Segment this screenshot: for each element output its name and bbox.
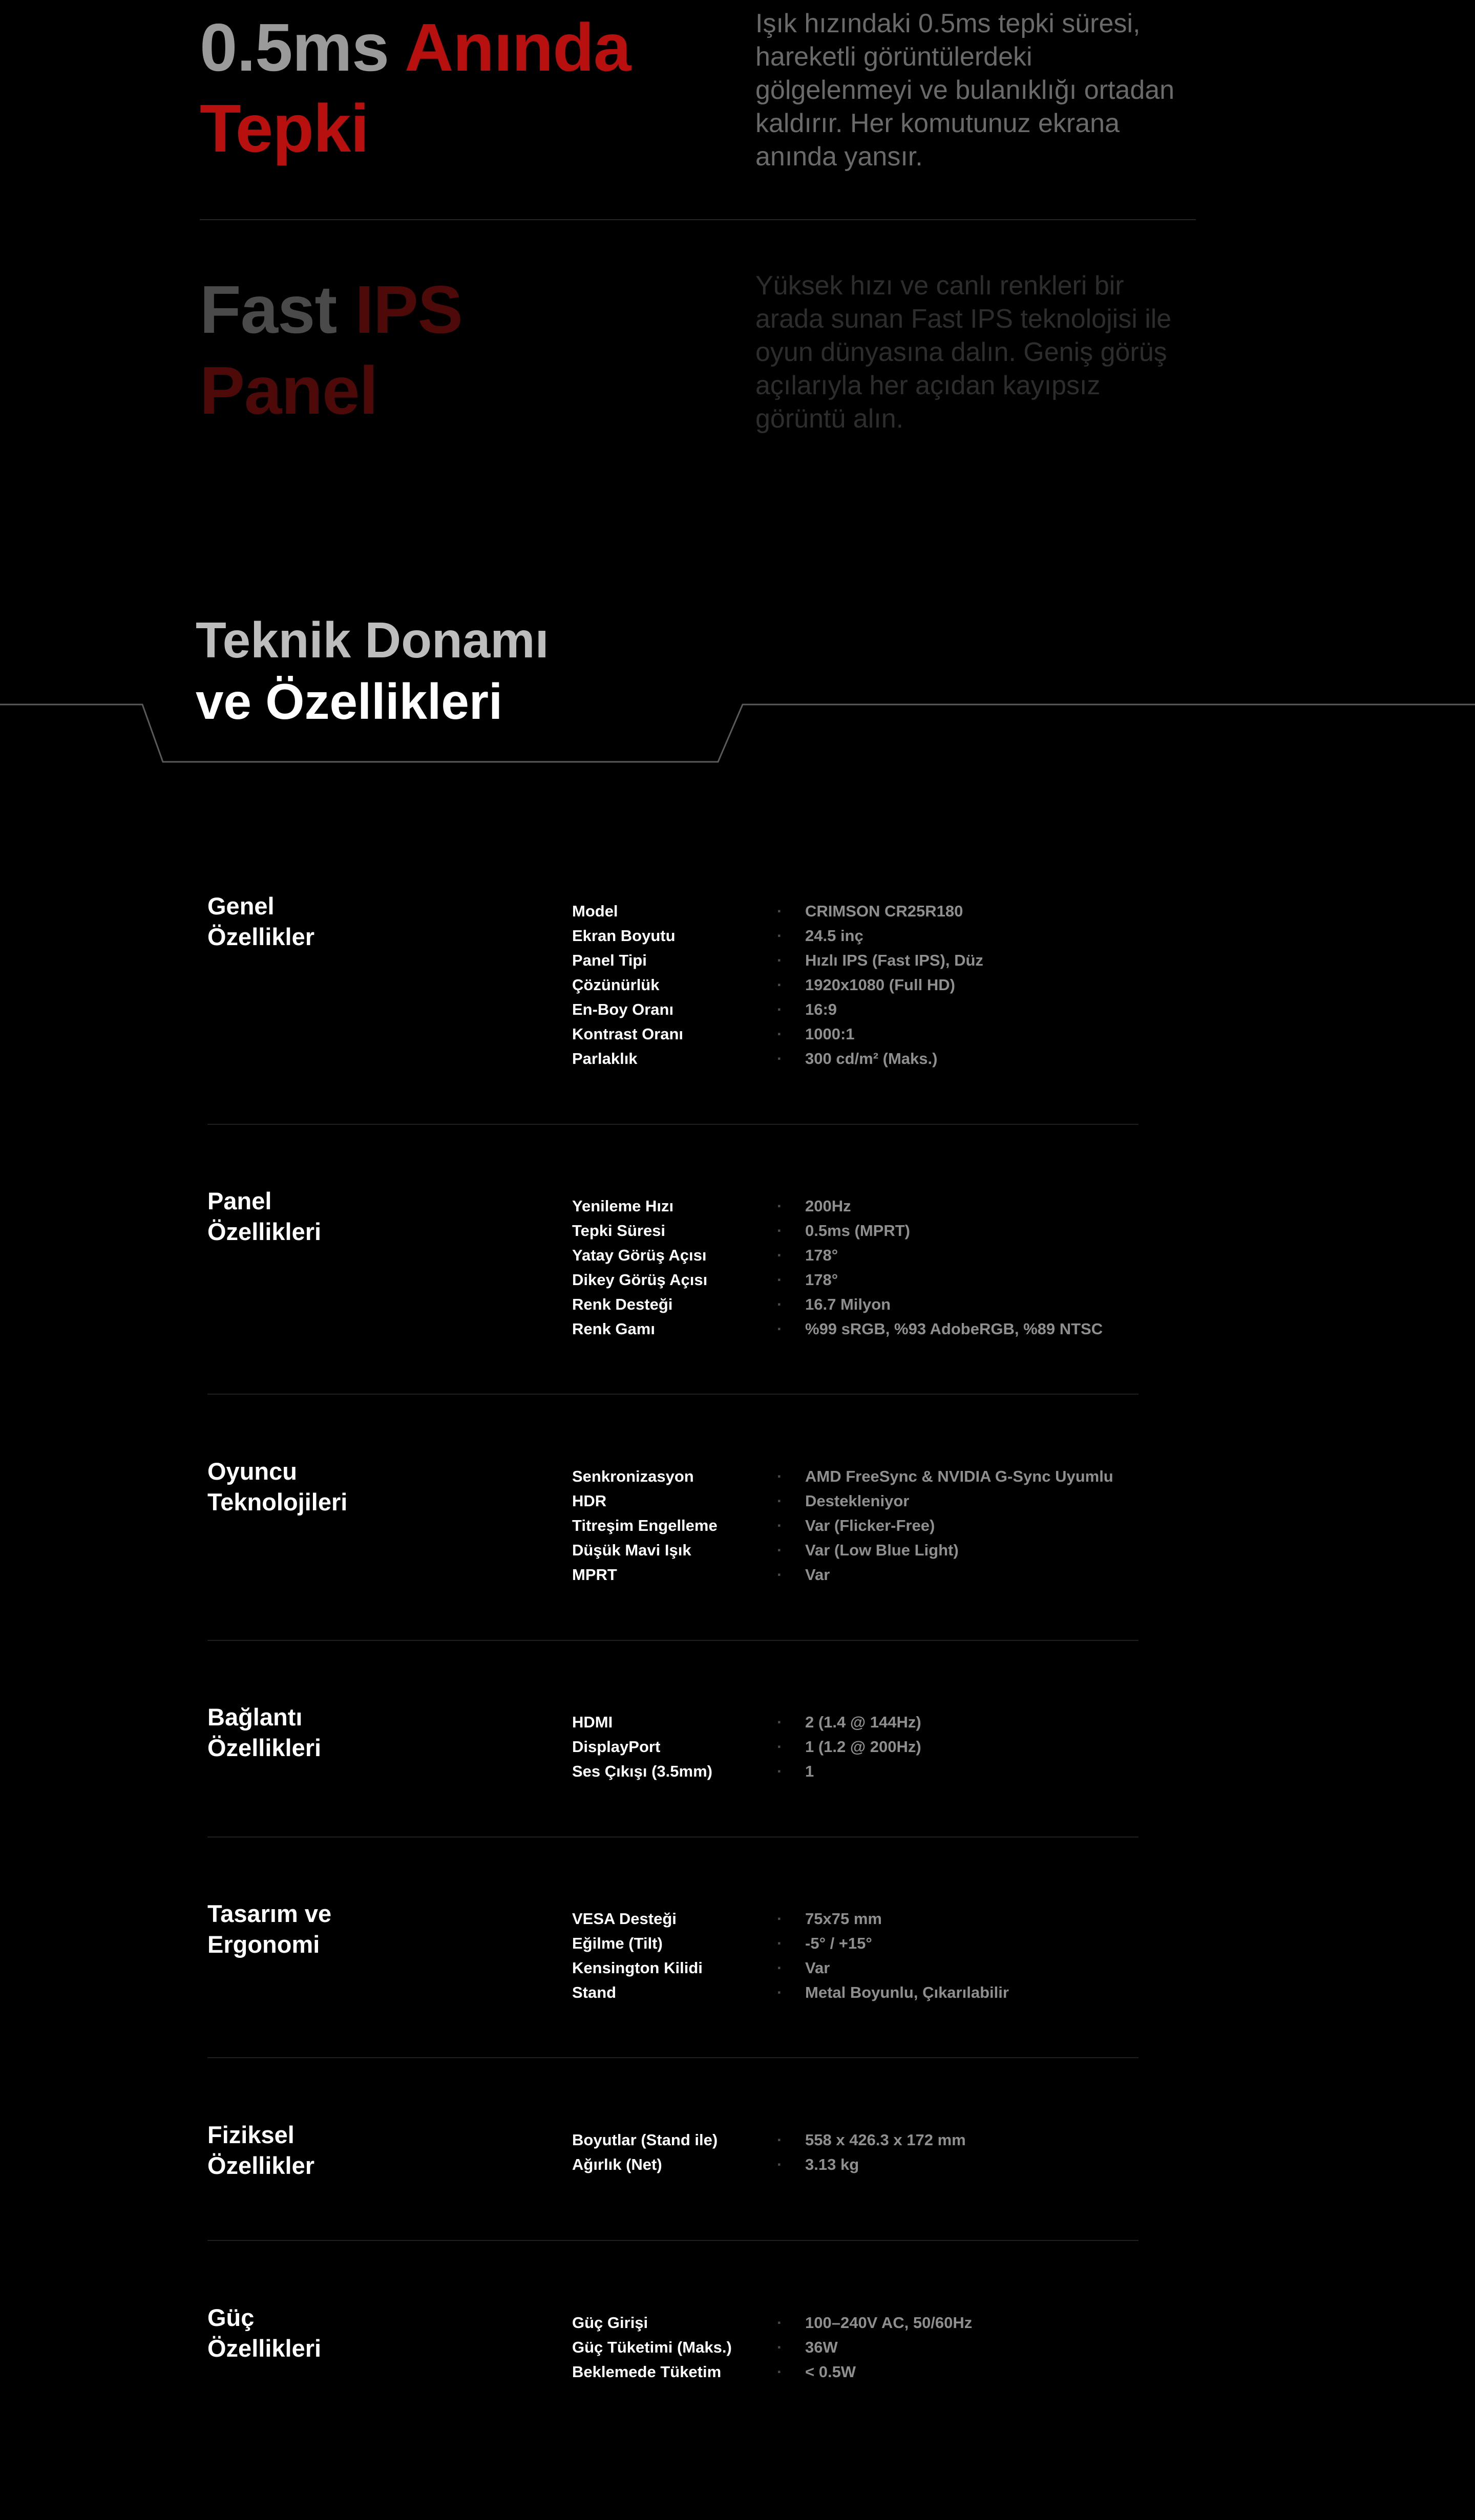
spec-divider	[207, 2240, 1139, 2241]
spec-label: Ekran Boyutu	[572, 927, 676, 945]
spec-label: Titreşim Engelleme	[572, 1517, 718, 1534]
feature-title-white: 0.5ms	[200, 10, 389, 85]
spec-divider	[207, 2057, 1139, 2058]
spec-group-title-line1: Tasarım ve	[207, 1900, 332, 1927]
spec-list	[572, 1710, 1139, 1784]
spec-row	[572, 1194, 1139, 1219]
bullet-icon: ·	[777, 976, 783, 994]
spec-value: 3.13 kg	[805, 2155, 859, 2173]
section-title-line1: Teknik Donamı	[196, 612, 549, 668]
bullet-icon: ·	[777, 1713, 783, 1731]
spec-list	[572, 899, 1139, 1071]
spec-divider	[207, 1394, 1139, 1395]
bullet-icon: ·	[777, 1025, 783, 1043]
spec-value: Var (Low Blue Light)	[805, 1541, 959, 1559]
bullet-icon: ·	[777, 1959, 783, 1977]
spec-value: 0.5ms (MPRT)	[805, 1222, 910, 1240]
bullet-icon: ·	[777, 1910, 783, 1928]
spec-value: Metal Boyunlu, Çıkarılabilir	[805, 1983, 1009, 2001]
spec-label: Güç Girişi	[572, 2314, 648, 2332]
spec-value: 24.5 inç	[805, 927, 863, 945]
spec-row	[572, 1931, 1139, 1956]
spec-list	[572, 2311, 1139, 2384]
bullet-icon: ·	[777, 1762, 783, 1780]
spec-row	[572, 1759, 1139, 1784]
spec-group-title-line1: Fiziksel	[207, 2121, 294, 2148]
spec-row	[572, 1219, 1139, 1243]
spec-row	[572, 2311, 1139, 2335]
spec-value: 558 x 426.3 x 172 mm	[805, 2131, 966, 2149]
spec-divider	[207, 1640, 1139, 1641]
bullet-icon: ·	[777, 1517, 783, 1534]
bullet-icon: ·	[777, 1000, 783, 1018]
bullet-icon: ·	[777, 1320, 783, 1338]
spec-group-title	[207, 891, 515, 952]
spec-row	[572, 2335, 1139, 2360]
feature-title	[200, 269, 712, 431]
spec-row	[572, 948, 1139, 973]
spec-value: 300 cd/m² (Maks.)	[805, 1050, 938, 1067]
spec-divider	[207, 1124, 1139, 1125]
bullet-icon: ·	[777, 1492, 783, 1510]
feature-description: Işık hızındaki 0.5ms tepki süresi, hareketli görüntülerdeki gölgelenmeyi ve bulanıklığı ortadan kaldırır. Her komutunuz ekrana anında yansır.	[755, 9, 1175, 172]
spec-row	[572, 1735, 1139, 1759]
bullet-icon: ·	[777, 902, 783, 920]
spec-row	[572, 1563, 1139, 1587]
spec-value: < 0.5W	[805, 2363, 856, 2381]
feature-title-white: Fast	[200, 272, 337, 347]
spec-value: 1000:1	[805, 1025, 855, 1043]
spec-label: Renk Desteği	[572, 1295, 673, 1313]
spec-group-title-line1: Bağlantı	[207, 1703, 303, 1731]
section-title-line2: ve Özellikleri	[196, 673, 503, 730]
spec-group-title-line2: Özellikleri	[207, 1734, 322, 1761]
bullet-icon: ·	[777, 2155, 783, 2173]
spec-value: %99 sRGB, %93 AdobeRGB, %89 NTSC	[805, 1320, 1103, 1338]
spec-value: Hızlı IPS (Fast IPS), Düz	[805, 951, 983, 969]
bullet-icon: ·	[777, 1566, 783, 1584]
spec-row	[572, 1907, 1139, 1931]
spec-row	[572, 924, 1139, 948]
spec-group-title-line1: Panel	[207, 1187, 272, 1214]
spec-label: Çözünürlük	[572, 976, 660, 994]
spec-value: -5° / +15°	[805, 1934, 872, 1952]
spec-group-title-line1: Genel	[207, 892, 275, 920]
spec-label: Ses Çıkışı (3.5mm)	[572, 1762, 712, 1780]
spec-label: HDMI	[572, 1713, 613, 1731]
spec-label: Boyutlar (Stand ile)	[572, 2131, 718, 2149]
bullet-icon: ·	[777, 1050, 783, 1067]
spec-label: En-Boy Oranı	[572, 1000, 674, 1018]
spec-group-title	[207, 1702, 515, 1763]
spec-label: Güç Tüketimi (Maks.)	[572, 2338, 732, 2356]
spec-row	[572, 1980, 1139, 2005]
spec-row	[572, 2360, 1139, 2384]
spec-group-title	[207, 1186, 515, 1247]
spec-row	[572, 1268, 1139, 1292]
spec-value: 100–240V AC, 50/60Hz	[805, 2314, 973, 2332]
spec-group-title	[207, 1456, 515, 1518]
spec-row	[572, 1022, 1139, 1047]
spec-group-title	[207, 1898, 515, 1960]
spec-value: Destekleniyor	[805, 1492, 910, 1510]
spec-group-title-line2: Özellikleri	[207, 2335, 322, 2362]
spec-row	[572, 2152, 1139, 2177]
bullet-icon: ·	[777, 2363, 783, 2381]
spec-value: 1	[805, 1762, 814, 1780]
spec-row	[572, 973, 1139, 997]
spec-value: 75x75 mm	[805, 1910, 882, 1928]
spec-list	[572, 1464, 1139, 1587]
bullet-icon: ·	[777, 1934, 783, 1952]
spec-label: MPRT	[572, 1566, 617, 1584]
bullet-icon: ·	[777, 1541, 783, 1559]
spec-row	[572, 2128, 1139, 2152]
spec-label: HDR	[572, 1492, 607, 1510]
bullet-icon: ·	[777, 1197, 783, 1215]
spec-value: Var	[805, 1959, 830, 1977]
bullet-icon: ·	[777, 2314, 783, 2332]
spec-label: Ağırlık (Net)	[572, 2155, 662, 2173]
spec-row	[572, 1243, 1139, 1268]
spec-value: 36W	[805, 2338, 838, 2356]
spec-row	[572, 1956, 1139, 1980]
spec-value: 1 (1.2 @ 200Hz)	[805, 1738, 921, 1756]
feature-title-red: Anında	[405, 10, 631, 85]
spec-value: 200Hz	[805, 1197, 851, 1215]
spec-group-title-line2: Özellikler	[207, 2152, 314, 2179]
spec-label: Düşük Mavi Işık	[572, 1541, 691, 1559]
spec-list	[572, 1907, 1139, 2005]
spec-label: Kontrast Oranı	[572, 1025, 684, 1043]
spec-group-title-line2: Özellikler	[207, 923, 314, 950]
spec-label: Model	[572, 902, 618, 920]
spec-row	[572, 1513, 1139, 1538]
spec-value: 16:9	[805, 1000, 837, 1018]
feature-title-red: IPS	[355, 272, 462, 347]
spec-list	[572, 2128, 1139, 2177]
spec-label: Dikey Görüş Açısı	[572, 1271, 708, 1289]
spec-row	[572, 997, 1139, 1022]
feature-title-red-line2: Tepki	[200, 91, 369, 166]
spec-group-title-line2: Ergonomi	[207, 1931, 320, 1958]
spec-row	[572, 1464, 1139, 1489]
spec-row	[572, 1292, 1139, 1317]
section-title	[196, 609, 549, 732]
spec-label: Yatay Görüş Açısı	[572, 1246, 707, 1264]
bullet-icon: ·	[777, 2338, 783, 2356]
spec-value: Var (Flicker-Free)	[805, 1517, 935, 1534]
spec-label: Senkronizasyon	[572, 1467, 694, 1485]
feature-divider	[200, 219, 1196, 220]
bullet-icon: ·	[777, 1738, 783, 1756]
spec-row	[572, 1489, 1139, 1513]
bullet-icon: ·	[777, 1246, 783, 1264]
spec-label: Panel Tipi	[572, 951, 647, 969]
spec-group-title-line1: Oyuncu	[207, 1458, 297, 1485]
spec-label: Stand	[572, 1983, 617, 2001]
spec-group-title-line2: Teknolojileri	[207, 1488, 348, 1515]
spec-row	[572, 1710, 1139, 1735]
spec-value: 178°	[805, 1271, 838, 1289]
spec-label: DisplayPort	[572, 1738, 661, 1756]
spec-group-title	[207, 2120, 515, 2181]
spec-value: 1920x1080 (Full HD)	[805, 976, 955, 994]
bullet-icon: ·	[777, 1271, 783, 1289]
spec-label: Renk Gamı	[572, 1320, 655, 1338]
spec-label: Kensington Kilidi	[572, 1959, 703, 1977]
spec-row	[572, 899, 1139, 924]
spec-value: Var	[805, 1566, 830, 1584]
spec-label: Eğilme (Tilt)	[572, 1934, 663, 1952]
bullet-icon: ·	[777, 2131, 783, 2149]
spec-value: 2 (1.4 @ 144Hz)	[805, 1713, 921, 1731]
spec-group-title-line2: Özellikleri	[207, 1218, 322, 1245]
spec-group-title-line1: Güç	[207, 2304, 255, 2331]
spec-value: 178°	[805, 1246, 838, 1264]
spec-divider	[207, 1836, 1139, 1838]
spec-value: CRIMSON CR25R180	[805, 902, 963, 920]
spec-value: AMD FreeSync & NVIDIA G-Sync Uyumlu	[805, 1467, 1113, 1485]
feature-description: Yüksek hızı ve canlı renkleri bir arada sunan Fast IPS teknolojisi ile oyun dünyasına dalın. Geniş görüş açılarıyla her açıdan kayıpsız görüntü alın.	[755, 271, 1172, 434]
spec-group-title	[207, 2302, 515, 2364]
bullet-icon: ·	[777, 1222, 783, 1240]
spec-label: Yenileme Hızı	[572, 1197, 674, 1215]
bullet-icon: ·	[777, 1983, 783, 2001]
spec-row	[572, 1047, 1139, 1071]
spec-label: VESA Desteği	[572, 1910, 677, 1928]
spec-label: Beklemede Tüketim	[572, 2363, 722, 2381]
spec-label: Parlaklık	[572, 1050, 638, 1067]
spec-list	[572, 1194, 1139, 1341]
spec-value: 16.7 Milyon	[805, 1295, 891, 1313]
feature-title-red-line2: Panel	[200, 353, 378, 428]
bullet-icon: ·	[777, 1467, 783, 1485]
bullet-icon: ·	[777, 951, 783, 969]
feature-title	[200, 7, 712, 169]
bullet-icon: ·	[777, 1295, 783, 1313]
spec-label: Tepki Süresi	[572, 1222, 666, 1240]
bullet-icon: ·	[777, 927, 783, 945]
spec-row	[572, 1317, 1139, 1341]
spec-row	[572, 1538, 1139, 1563]
